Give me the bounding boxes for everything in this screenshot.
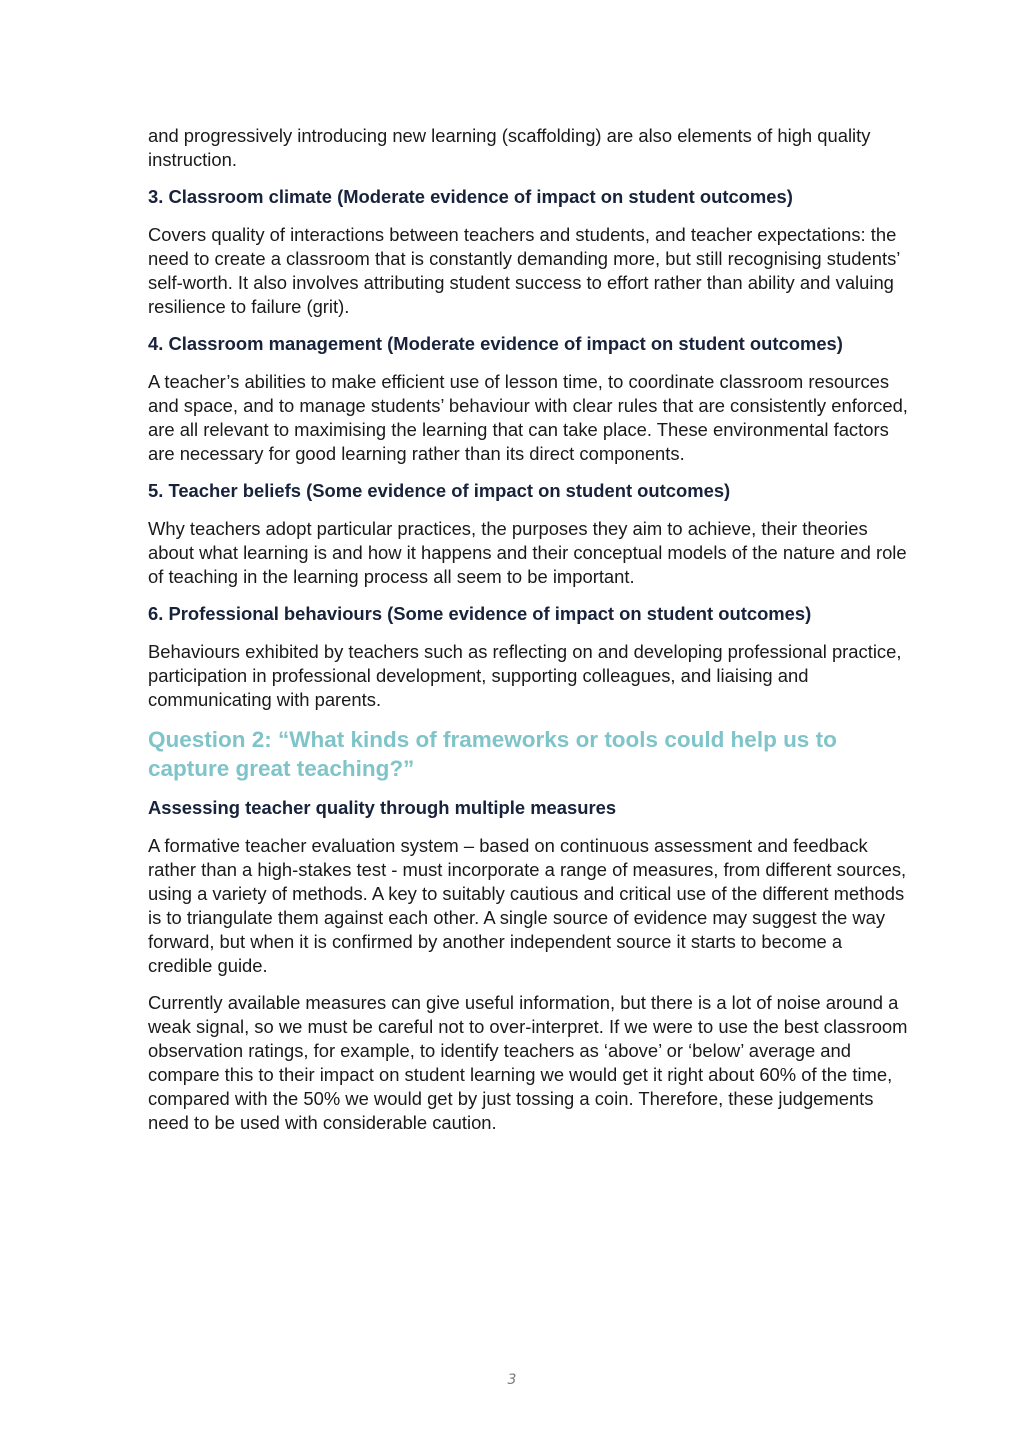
intro-continuation-paragraph: and progressively introducing new learning (scaffolding) are also elements of high quality instruction. — [148, 125, 871, 170]
question-2-heading: Question 2: “What kinds of frameworks or tools could help us to capture great teaching?” — [148, 727, 837, 781]
section-6-paragraph: Behaviours exhibited by teachers such as reflecting on and developing professional practice, participation in professional development, supporting colleagues, and liaising and communicating with parents. — [148, 641, 902, 710]
section-4-heading: 4. Classroom management (Moderate evidence of impact on student outcomes) — [148, 333, 843, 354]
section-3-paragraph: Covers quality of interactions between teachers and students, and teacher expectations: the need to create a classroom that is constantly demanding more, but still recognising students’ self-worth. It also involves attributing student success to effort rather than ability and valuing resilience to failure (grit). — [148, 224, 900, 317]
document-page — [148, 124, 908, 1148]
section-4-paragraph: A teacher’s abilities to make efficient use of lesson time, to coordinate classroom resources and space, and to manage students’ behaviour with clear rules that are consistently enforced, are all relevant to maximising the learning that can take place. These environmental factors are necessary for good learning rather than its direct components. — [148, 371, 908, 464]
section-5-heading: 5. Teacher beliefs (Some evidence of impact on student outcomes) — [148, 480, 731, 501]
evaluation-system-paragraph: A formative teacher evaluation system – based on continuous assessment and feedback rather than a high-stakes test - must incorporate a range of measures, from different sources, using a variety of methods. A key to suitably cautious and critical use of the different methods is to triangulate them against each other. A single source of evidence may suggest the way forward, but when it is confirmed by another independent source it starts to become a credible guide. — [148, 835, 907, 976]
section-3-heading: 3. Classroom climate (Moderate evidence of impact on student outcomes) — [148, 186, 793, 207]
section-5-paragraph: Why teachers adopt particular practices, the purposes they aim to achieve, their theories about what learning is and how it happens and their conceptual models of the nature and role of teaching in the learning process all seem to be important. — [148, 518, 907, 587]
available-measures-paragraph: Currently available measures can give useful information, but there is a lot of noise around a weak signal, so we must be careful not to over-interpret. If we were to use the best classroom observation ratings, for example, to identify teachers as ‘above’ or ‘below’ average and compare this to their impact on student learning we would get it right about 60% of the time, compared with the 50% we would get by just tossing a coin. Therefore, these judgements need to be used with considerable caution. — [148, 992, 908, 1133]
page-number: 3 — [507, 1372, 517, 1388]
multiple-measures-subheading: Assessing teacher quality through multiple measures — [148, 797, 617, 818]
section-6-heading: 6. Professional behaviours (Some evidence of impact on student outcomes) — [148, 603, 812, 624]
